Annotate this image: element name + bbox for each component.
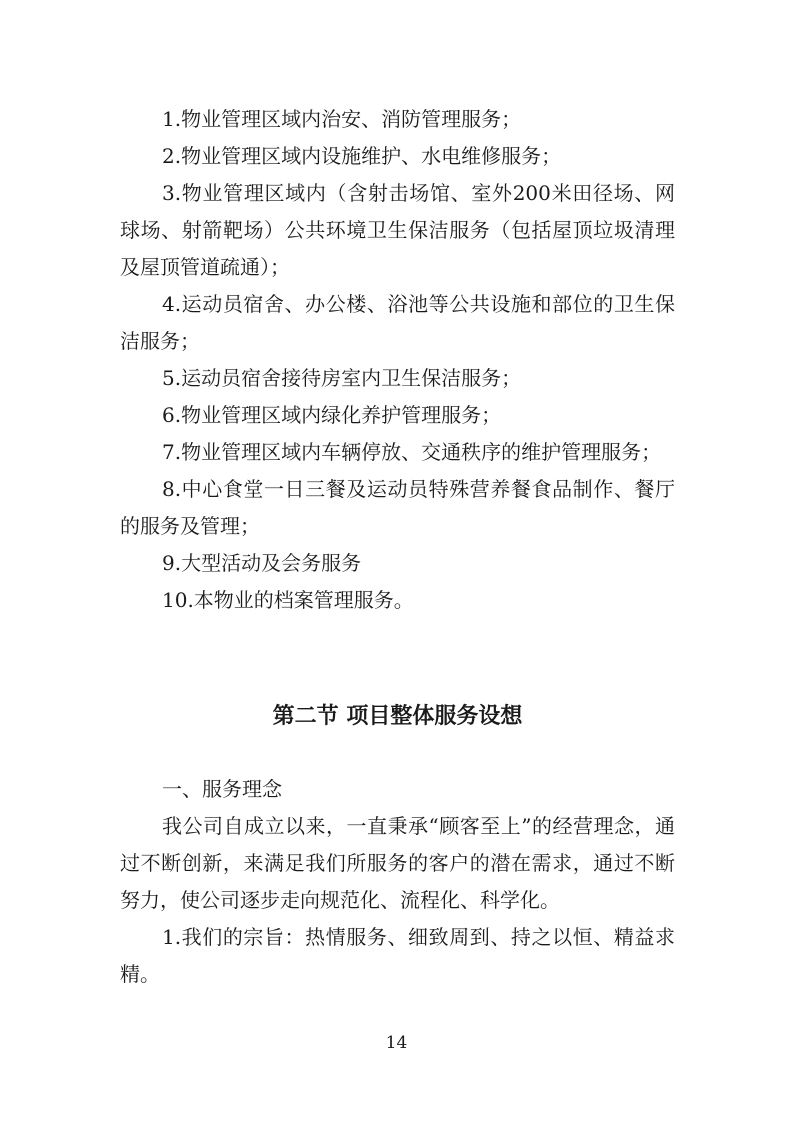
list-item: 10.本物业的档案管理服务。 <box>162 588 414 612</box>
list-item: 5.运动员宿舍接待房室内卫生保洁服务； <box>162 366 522 390</box>
service-scope-list <box>120 101 675 619</box>
list-item: 7.物业管理区域内车辆停放、交通秩序的维护管理服务； <box>162 440 662 464</box>
list-item: 2.物业管理区域内设施维护、水电维修服务； <box>162 144 562 168</box>
list-item: 6.物业管理区域内绿化养护管理服务； <box>162 403 502 427</box>
list-item: 3.物业管理区域内（含射击场馆、室外200米田径场、网球场、射箭靶场）公共环境卫生保洁服务（包括屋顶垃圾清理及屋顶管道疏通）； <box>120 181 675 279</box>
tenet-paragraph: 1.我们的宗旨：热情服务、细致周到、持之以恒、精益求精。 <box>120 925 675 986</box>
list-item: 1.物业管理区域内治安、消防管理服务； <box>162 107 522 131</box>
list-item: 8.中心食堂一日三餐及运动员特殊营养餐食品制作、餐厅的服务及管理； <box>120 477 675 538</box>
page-number: 14 <box>385 1033 408 1053</box>
intro-paragraph: 我公司自成立以来，一直秉承“顾客至上”的经营理念，通过不断创新，来满足我们所服务的客户的潜在需求，通过不断努力，使公司逐步走向规范化、流程化、科学化。 <box>120 814 675 912</box>
subsection-title: 一、服务理念 <box>162 777 282 801</box>
section-heading: 第二节 项目整体服务设想 <box>272 704 523 729</box>
list-item: 9.大型活动及会务服务 <box>162 551 362 575</box>
service-philosophy-section <box>120 771 675 993</box>
list-item: 4.运动员宿舍、办公楼、浴池等公共设施和部位的卫生保洁服务； <box>120 292 675 353</box>
